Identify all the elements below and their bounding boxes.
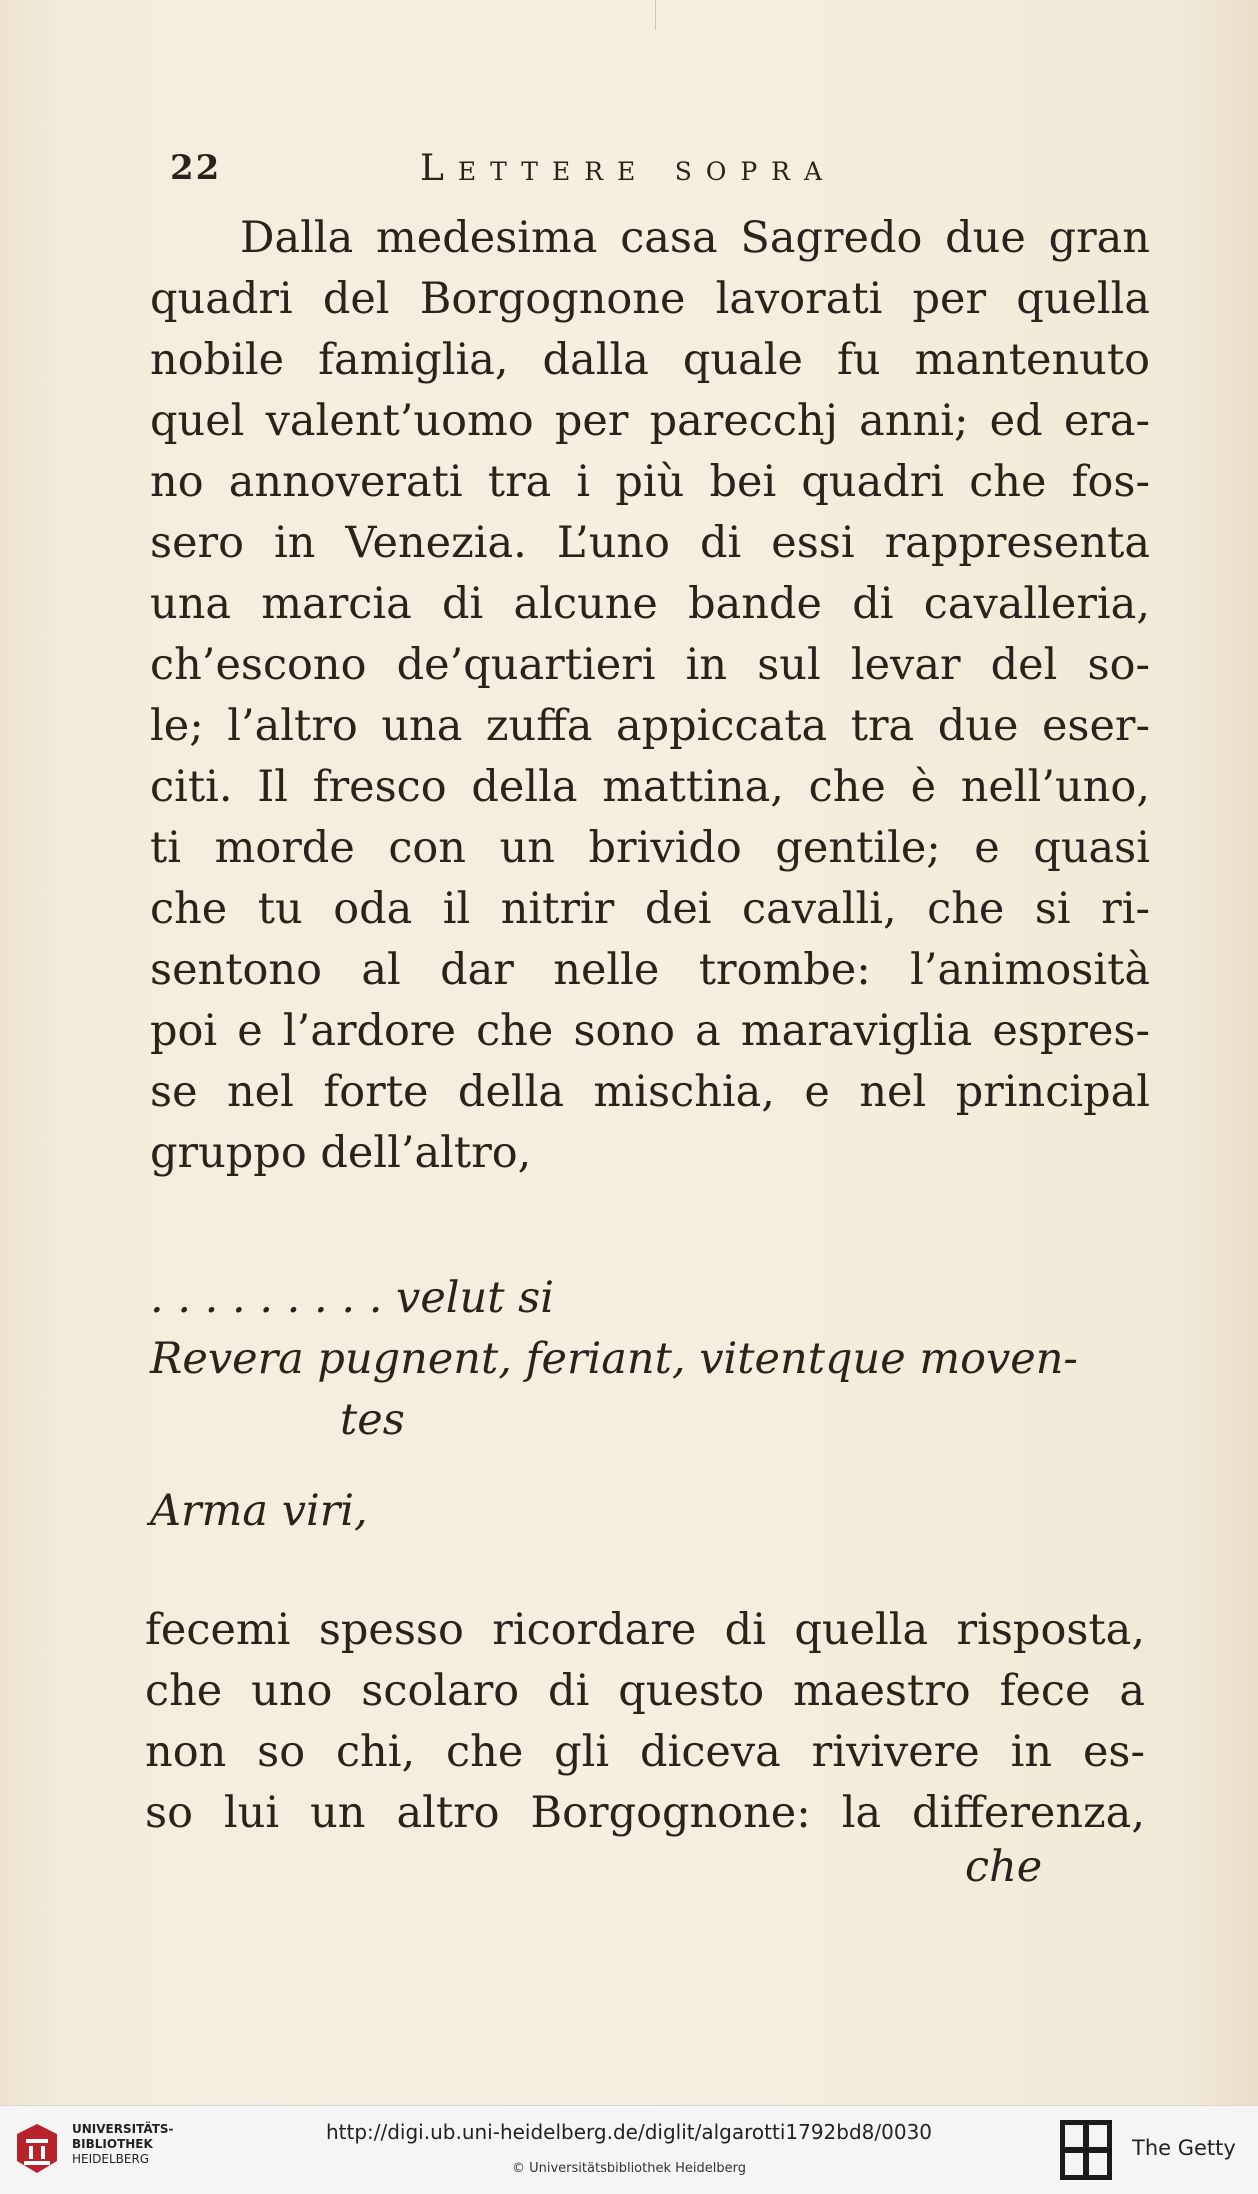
text-line: sero in Venezia. L’uno di essi rappresenta bbox=[150, 518, 1150, 568]
permalink-url[interactable]: http://digi.ub.uni-heidelberg.de/diglit/algarotti1792bd8/0030 bbox=[325, 2120, 933, 2144]
running-title: Lettere sopra bbox=[420, 148, 837, 189]
text-line: so lui un altro Borgognone: la differenza, bbox=[145, 1788, 1145, 1838]
verse-line: Revera pugnent, feriant, vitentque moven- bbox=[150, 1334, 1078, 1384]
text-line: che uno scolaro di questo maestro fece a bbox=[145, 1666, 1145, 1716]
text-line: ch’escono de’quartieri in sul levar del so- bbox=[150, 640, 1150, 690]
text-line: gruppo dell’altro, bbox=[150, 1128, 532, 1178]
text-line: fecemi spesso ricordare di quella risposta, bbox=[145, 1605, 1145, 1655]
page-edge-line bbox=[655, 0, 656, 30]
text-line: una marcia di alcune bande di cavalleria, bbox=[150, 579, 1150, 629]
text-line: che tu oda il nitrir dei cavalli, che si ri- bbox=[150, 884, 1150, 934]
text-line: citi. Il fresco della mattina, che è nell’uno, bbox=[150, 762, 1150, 812]
latin-verse-quote bbox=[150, 1268, 1150, 1542]
text-line: non so chi, che gli diceva rivivere in es- bbox=[145, 1727, 1145, 1777]
text-line: nobile famiglia, dalla quale fu mantenuto bbox=[150, 335, 1150, 385]
library-name-line: HEIDELBERG bbox=[72, 2152, 150, 2166]
catchword: che bbox=[965, 1842, 1043, 1892]
text-line: poi e l’ardore che sono a maraviglia espres- bbox=[150, 1006, 1150, 1056]
library-name-line: BIBLIOTHEK bbox=[72, 2137, 153, 2151]
paragraph-1 bbox=[150, 208, 1150, 1184]
verse-line: Arma viri, bbox=[150, 1486, 368, 1536]
getty-label: The Getty bbox=[1132, 2136, 1236, 2160]
text-line: quadri del Borgognone lavorati per quella bbox=[150, 274, 1150, 324]
copyright-notice: © Universitätsbibliothek Heidelberg bbox=[511, 2161, 746, 2176]
text-line: sentono al dar nelle trombe: l’animosità bbox=[150, 945, 1150, 995]
text-line: Dalla medesima casa Sagredo due gran bbox=[240, 213, 1150, 263]
text-line: no annoverati tra i più bei quadri che fos- bbox=[150, 457, 1150, 507]
paragraph-2 bbox=[145, 1600, 1145, 1844]
text-line: le; l’altro una zuffa appiccata tra due eser- bbox=[150, 701, 1150, 751]
text-line: se nel forte della mischia, e nel principal bbox=[150, 1067, 1150, 1117]
verse-line: . . . . . . . . . velut si bbox=[150, 1273, 554, 1323]
text-line: quel valent’uomo per parecchj anni; ed era- bbox=[150, 396, 1150, 446]
viewer-footer bbox=[0, 2105, 1258, 2194]
text-line: ti morde con un brivido gentile; e quasi bbox=[150, 823, 1150, 873]
getty-logo-icon bbox=[1060, 2120, 1112, 2180]
verse-line: tes bbox=[340, 1395, 405, 1445]
library-name-line: UNIVERSITÄTS- bbox=[72, 2122, 174, 2136]
page-header bbox=[170, 148, 900, 198]
page-number: 22 bbox=[170, 148, 222, 188]
